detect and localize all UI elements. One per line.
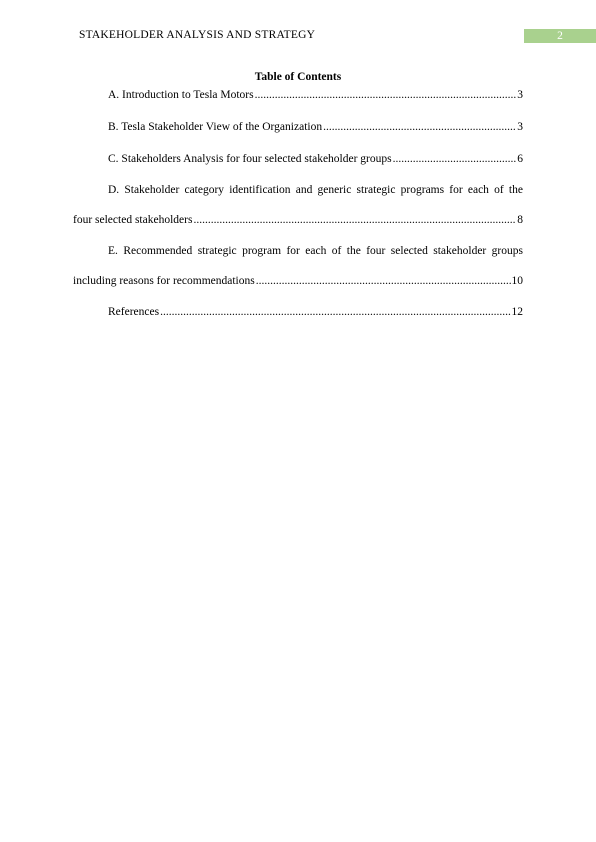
toc-entry-word: programs: [400, 184, 445, 196]
toc-entry-word: four: [366, 245, 386, 257]
toc-entry-word: selected: [390, 245, 428, 257]
toc-entry-text: B. Tesla Stakeholder View of the Organization: [108, 121, 323, 133]
toc-entry-c[interactable]: [73, 144, 523, 174]
toc-entry-word: stakeholder: [433, 245, 487, 257]
toc-entry-word: of: [494, 184, 504, 196]
toc-entry-text: A. Introduction to Tesla Motors: [108, 89, 254, 101]
toc-entry-word: of: [331, 245, 342, 257]
toc-entry-b[interactable]: [73, 112, 523, 142]
toc-leader-dots: [323, 112, 516, 142]
toc-entry-word: the: [508, 184, 523, 196]
toc-entry-line1: [73, 175, 523, 205]
toc-leader-dots: [193, 205, 516, 235]
toc-entry-page: 6: [517, 153, 523, 165]
toc-entry-page: 10: [511, 275, 523, 287]
toc-entry-text: four selected stakeholders: [73, 214, 193, 226]
toc-entry-word: identification: [229, 184, 291, 196]
toc-entry-text: C. Stakeholders Analysis for four selected stakeholder groups: [108, 153, 392, 165]
toc-entry-page: 8: [517, 214, 523, 226]
toc-entry-word: each: [305, 245, 327, 257]
toc-entry-word: Recommended: [123, 245, 193, 257]
toc-entry-d[interactable]: [73, 175, 523, 235]
toc-entry-word: D.: [108, 184, 120, 196]
toc-entry-word: category: [184, 184, 225, 196]
toc-entry-word: Stakeholder: [124, 184, 180, 196]
toc-entry-references[interactable]: [73, 297, 523, 327]
running-header-title: STAKEHOLDER ANALYSIS AND STRATEGY: [79, 29, 316, 41]
toc-leader-dots: [393, 144, 517, 174]
toc-entry-word: strategic: [197, 245, 237, 257]
toc-entry-word: for: [286, 245, 300, 257]
toc-entry-page: 3: [517, 121, 523, 133]
toc-entry-word: generic: [317, 184, 352, 196]
toc-leader-dots: [160, 297, 510, 327]
toc-leader-dots: [256, 266, 511, 296]
toc-entry-word: groups: [491, 245, 523, 257]
toc-entry-word: and: [295, 184, 313, 196]
toc-entry-a[interactable]: [73, 80, 523, 110]
page-number-badge: [524, 29, 596, 43]
toc-entry-page: 12: [511, 306, 523, 318]
toc-entry-text: including reasons for recommendations: [73, 275, 255, 287]
toc-entry-e[interactable]: [73, 236, 523, 296]
toc-entry-word: each: [467, 184, 489, 196]
toc-leader-dots: [255, 80, 517, 110]
toc-entry-word: the: [346, 245, 361, 257]
toc-heading: Table of Contents: [254, 71, 342, 83]
toc-entry-line1: [73, 236, 523, 266]
toc-entry-word: strategic: [356, 184, 396, 196]
toc-entry-word: E.: [108, 245, 118, 257]
page-number: 2: [557, 30, 563, 42]
toc-entry-page: 3: [517, 89, 523, 101]
toc-entry-text: References: [108, 306, 160, 318]
toc-entry-word: for: [449, 184, 463, 196]
toc-entry-word: program: [242, 245, 282, 257]
